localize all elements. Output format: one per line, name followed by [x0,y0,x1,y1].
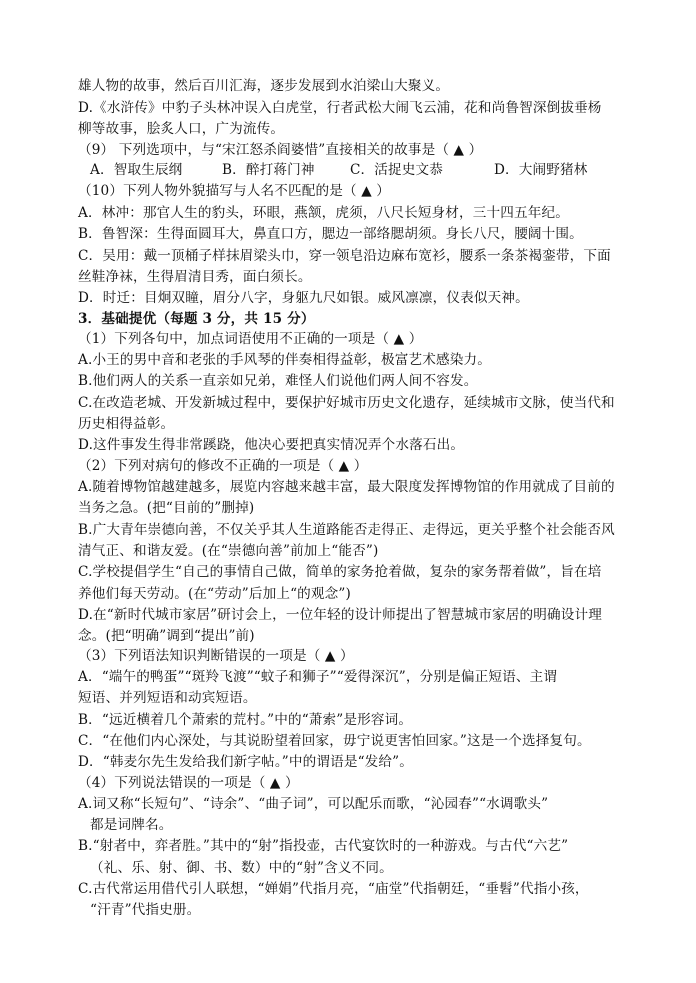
question-2: （2）下列对病句的修改不正确的一项是（ ▲ ） [78,458,368,474]
text-line: D．时迁：目炯双瞳，眉分八字，身躯九尺如银。威风凛凛，仪表似天神。 [78,290,529,306]
text-line: C．“在他们内心深处，与其说盼望着回家，毋宁说更害怕回家。”这是一个选择复句。 [78,733,591,749]
text-line: B．“远近横着几个萧索的荒村。”中的“萧索”是形容词。 [78,712,413,728]
option-c: C．活捉史文恭 [350,162,444,178]
question-3: （3）下列语法知识判断错误的一项是（ ▲ ） [78,648,354,664]
text-line: A．“端午的鸭蛋”“斑羚飞渡”“蚊子和狮子”“爱得深沉”，分别是偏正短语、主谓 [78,669,558,685]
text-line: 历史相得益彰。 [78,416,175,432]
text-line: A.小王的男中音和老张的手风琴的伴奏相得益彰，极富艺术感染力。 [78,352,492,368]
question-10: （10）下列人物外貌描写与人名不匹配的是（ ▲ ） [78,183,391,199]
text-line: D.在“新时代城市家居”研讨会上，一位年轻的设计师提出了智慧城市家居的明确设计理 [78,607,603,623]
option-a: A．智取生辰纲 [90,162,183,178]
text-line: A．林冲：那官人生的豹头，环眼，燕颔，虎须，八尺长短身材，三十四五年纪。 [78,205,569,221]
option-d: D．大闹野猪林 [494,162,588,178]
text-line: C.学校提倡学生“自己的事情自己做，简单的家务抢着做，复杂的家务帮着做”，旨在培 [78,564,602,580]
section-heading: 3．基础提优（每题 3 分，共 15 分） [78,311,315,327]
text-line: D.这件事发生得非常蹊跷，他决心要把真实情况弄个水落石出。 [78,437,465,453]
text-line: C．吴用：戴一顶桶子样抹眉梁头巾，穿一领皂沿边麻布宽衫，腰系一条茶褐銮带，下面 [78,248,611,264]
question-9: （9） 下列选项中，与“宋江怒杀阎婆惜”直接相关的故事是（ ▲ ） [78,142,483,158]
text-line: B.他们两人的关系一直亲如兄弟，难怪人们说他们两人间不容发。 [78,373,478,389]
text-line: C.古代常运用借代引人联想，“婵娟”代指月亮，“庙堂”代指朝廷，“垂髫”代指小孩， [78,881,589,897]
text-line: 念。(把“明确”调到“提出”前) [78,628,255,644]
text-line: 养他们每天劳动。(在“劳动”后加上“的观念”) [78,586,351,602]
question-4: （4）下列说法错误的一项是（ ▲ ） [78,775,299,791]
text-line: 柳等故事，脍炙人口，广为流传。 [78,121,285,137]
text-line: 都是词牌名。 [90,817,173,833]
question-9-options [90,160,588,180]
text-line: A.随着博物馆越建越多，展览内容越来越丰富，最大限度发挥博物馆的作用就成了目前的 [78,479,615,495]
option-b: B．醉打蒋门神 [222,162,315,178]
text-line: “汗青”代指史册。 [90,902,201,918]
text-line: 当务之急。(把“目前的”删掉) [78,500,255,516]
text-line: （礼、乐、射、御、书、数）中的“射”含义不同。 [90,860,393,876]
text-line: 清气正、和谐友爱。(在“崇德向善”前加上“能否”) [78,543,379,559]
text-line: A.词又称“长短句”、“诗余”、“曲子词”，可以配乐而歌，“沁园春”“水调歌头” [78,796,549,812]
text-line: 丝鞋净袜，生得眉清目秀，面白须长。 [78,269,312,285]
text-line: D．“韩麦尔先生发给我们新字帖。”中的谓语是“发给”。 [78,754,414,770]
text-line: D.《水浒传》中豹子头林冲误入白虎堂，行者武松大闹飞云浦，花和尚鲁智深倒拔垂杨 [78,100,602,116]
text-line: B.广大青年崇德向善，不仅关乎其人生道路能否走得正、走得远，更关乎整个社会能否风 [78,522,615,538]
text-line: 短语、并列短语和动宾短语。 [78,690,257,706]
text-line: B．鲁智深：生得面圆耳大，鼻直口方，腮边一部络腮胡须。身长八尺，腰阔十围。 [78,226,583,242]
text-line: C.在改造老城、开发新城过程中，要保护好城市历史文化遗存，延续城市文脉，使当代和 [78,395,615,411]
text-line: B.“射者中，弈者胜。”其中的“射”指投壶，古代宴饮时的一种游戏。与古代“六艺” [78,838,569,854]
text-line: 雄人物的故事，然后百川汇海，逐步发展到水泊梁山大聚义。 [78,78,450,94]
question-1: （1）下列各句中，加点词语使用不正确的一项是（ ▲ ） [78,331,423,347]
